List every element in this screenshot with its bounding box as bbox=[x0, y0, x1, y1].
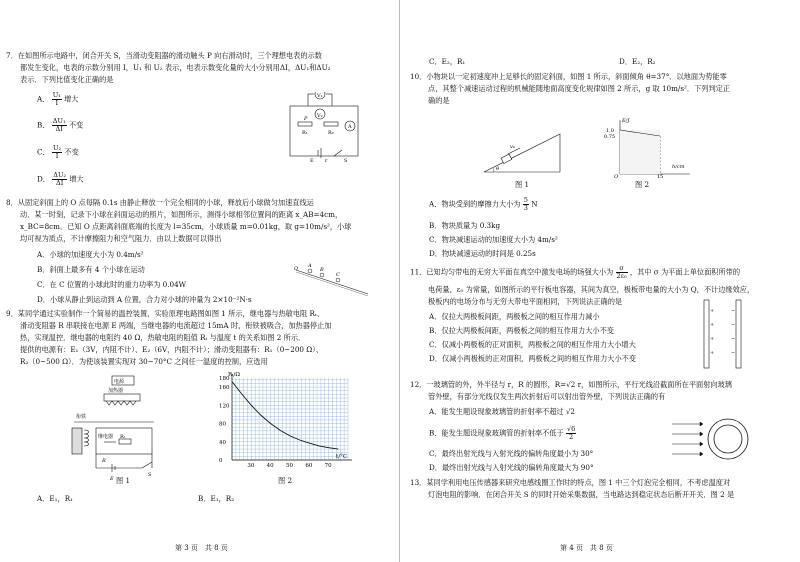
rt-y-tick-label: 160 bbox=[219, 385, 230, 392]
q10-fig2-caption: 图 2 bbox=[635, 180, 650, 189]
q9-option-b: B．E₁，R₂ bbox=[198, 494, 235, 503]
q7-label-v1: V₁ bbox=[317, 93, 323, 99]
q10-option-b: B．物块质量为 0.3kg bbox=[429, 221, 501, 230]
q8-stem-line4: 均可视为质点，不计摩擦阻力和空气阻力．由以上数据可以得出 bbox=[20, 234, 222, 243]
q10-fig1-label-v0: v₀ bbox=[510, 144, 515, 150]
q12-option-a: A．能发生题设现象玻璃管的折射率不超过 √2 bbox=[429, 407, 576, 416]
q9-stem-line1: 9．某同学通过实验制作一个简易的温控装置，实验原理电路图如图 1 所示，继电器与热敏电阻 Rₜ、 bbox=[6, 309, 324, 318]
q9-fig1-label-armature: 衔铁 bbox=[76, 414, 87, 420]
q9-fig1-label-rt: Rₜ bbox=[120, 434, 125, 440]
q10-option-c: C．物块减速运动的加速度大小为 4m/s² bbox=[429, 235, 558, 244]
q7-stem-line1: 7．在如图所示电路中，闭合开关 S，当滑动变阻器的滑动触头 P 向右滑动时，三个理想电表的示数 bbox=[6, 51, 322, 60]
q12-option-b: B．能发生题设现象玻璃管的折射率不低于 $\frac{√6}{2}$ bbox=[429, 425, 576, 441]
rt-x-tick-label: 50 bbox=[286, 463, 293, 469]
q7-circuit-diagram bbox=[288, 92, 368, 164]
q10-energy-height-graph bbox=[600, 116, 694, 178]
q11-stem-line2: 电荷量，ε₀ 为常量，如图所示的平行板电容器，其间为真空，极板带电量的大小为 Q，不计边缘效应， bbox=[428, 285, 755, 294]
rt-chart-ylabel: Rₜ/Ω bbox=[228, 372, 240, 378]
q7-label-p: P bbox=[304, 116, 308, 122]
q11-minus-sign: − bbox=[731, 350, 736, 356]
q9-relay-circuit-diagram bbox=[64, 372, 192, 490]
q8-label-a: A bbox=[308, 263, 312, 269]
page-3-footer: 第 3 页 共 8 页 bbox=[175, 544, 228, 552]
q12-glass-tube-diagram bbox=[670, 408, 752, 470]
q9-stem-line3: 热，实现温控．继电器的电阻约 40 Ω，热敏电阻的阻值 Rₜ 与温度 t 的关系如图 2 所示． bbox=[20, 333, 306, 342]
q9-fig1-label-power: 电源 bbox=[114, 379, 125, 385]
q9-stem-line5: R₂（0~500 Ω）．为使该装置实现对 30~70°C 之间任一温度的控制，应选用 bbox=[20, 357, 268, 366]
q7-label-e: E bbox=[310, 158, 314, 164]
q10-stem-line3: 确的是 bbox=[428, 96, 450, 105]
q10-fig2-label-0-75: 0.75 bbox=[604, 134, 616, 140]
q10-fig2-label-1-0: 1.0 bbox=[606, 128, 614, 134]
rt-x-tick-label: 40 bbox=[266, 463, 274, 469]
q11-stem-line1: 11．已知均匀带电的无穷大平面在真空中激发电场的场强大小为 $\frac{\sigma}{\text{2ε₀}}$ ，其中 σ 为平面上单位面积所带的 bbox=[410, 264, 741, 280]
q11-plus-sign: + bbox=[710, 336, 715, 342]
rt-y-tick-label: 40 bbox=[219, 439, 226, 446]
q7-label-a: A bbox=[348, 124, 352, 130]
page-4 bbox=[400, 0, 800, 562]
q13-stem-line1: 13．某同学利用电压传感器来研究电感线圈工作时的特点，图 1 中三个灯泡完全相同，不考虑温度对 bbox=[410, 478, 731, 487]
q9-stem-line2: 滑动变阻器 R 串联接在电源 E 两端，当继电器的电流超过 15mA 时，衔铁被吸合，加热器停止加 bbox=[20, 321, 332, 330]
q11-option-c: C．仅减小两极板的正对面积，两极板之间的相互作用力大小增大 bbox=[429, 340, 636, 349]
rt-x-tick-label: 30 bbox=[247, 463, 255, 469]
q10-fig1-label-theta: θ bbox=[496, 166, 500, 172]
rt-x-tick-label: 70 bbox=[324, 463, 332, 469]
q12-stem-line1: 12．一玻璃管的外，外半径与 r，R 的圆形，R=√2 r，如图所示，平行光线沿截面所在平面射向玻璃 bbox=[410, 380, 732, 389]
q7-option-a: A． $\frac{\text{U₁}}{I}$ 增大 bbox=[37, 91, 79, 107]
q8-stem-line1: 8．从固定斜面上的 O 点每隔 0.1s 由静止释放一个完全相同的小球，释放后小球做匀加速直线运 bbox=[6, 198, 314, 207]
q10-fig2-label-15: 15 bbox=[657, 174, 664, 178]
q7-option-d: D． $\frac{\text{ΔU₂}}{\Delta I}$ 增大 bbox=[37, 171, 84, 187]
q7-label-r: r bbox=[325, 158, 328, 164]
q8-stem-line3: x_BC=8cm．已知 O 点距离斜面底端的长度为 l=35cm，小球质量 m=0.01kg，取 g=10m/s²，小球 bbox=[20, 222, 352, 231]
q9-rt-temperature-chart bbox=[208, 368, 356, 480]
q12-stem-line2: 管外壁，有部分光线仅发生两次折射后可以射出管外壁，下列说法正确的有 bbox=[428, 392, 666, 401]
q8-label-c: C bbox=[336, 272, 340, 278]
q9-stem-line4: 提供的电源有：E₁（3V，内阻不计）、E₂（6V，内阻不计）；滑动变阻器有：R₁（0~200 Ω）、 bbox=[20, 345, 324, 354]
q7-option-c: C． $\frac{\text{U₂}}{I}$ 不变 bbox=[37, 144, 79, 160]
rt-y-tick-label: 0 bbox=[219, 458, 223, 464]
q13-stem-line2: 灯泡电阻的影响．在闭合开关 S 的同时开始采集数据，当电路达到稳定状态后断开开关．图 2 是 bbox=[428, 490, 735, 499]
q9-option-d: D．E₂，R₂ bbox=[619, 57, 656, 66]
rt-y-tick-label: 120 bbox=[219, 403, 230, 410]
q8-option-b: B．斜面上最多有 4 个小球在运动 bbox=[37, 265, 145, 274]
q11-stem-line3: 极板内的电场分布与无穷大带电平面相同，下列说法正确的是 bbox=[428, 297, 623, 306]
q7-label-s: S bbox=[344, 158, 348, 164]
q10-incline-diagram bbox=[480, 128, 564, 178]
q11-plus-sign: + bbox=[710, 350, 715, 356]
q11-minus-sign: − bbox=[731, 308, 736, 314]
rt-y-tick-label: 80 bbox=[219, 421, 226, 428]
q9-option-a: A．E₁，R₁ bbox=[37, 494, 73, 503]
q10-fig2-label-ej: E/J bbox=[622, 118, 630, 124]
q11-plus-sign: + bbox=[710, 308, 715, 314]
rt-curve-line bbox=[232, 382, 338, 450]
q7-option-b: B． $\frac{\text{ΔU₁}}{\Delta I}$ 不变 bbox=[37, 117, 84, 133]
q8-label-b: B bbox=[320, 267, 324, 273]
q8-option-a: A．小球的加速度大小为 0.4m/s² bbox=[37, 250, 144, 259]
q9-fig1-label-e: E bbox=[110, 476, 114, 482]
q10-fig2-label-o: O bbox=[614, 174, 619, 178]
q8-option-d: D．小球从静止到运动到 A 位置，合力对小球的冲量为 2×10⁻²N·s bbox=[37, 295, 252, 304]
q11-minus-sign: − bbox=[731, 336, 736, 342]
q8-stem-line2: 动．某一时刻，记录下小球在斜面运动的照片，如图所示，测得小球相邻位置间的距离 x_AB=4cm， bbox=[20, 210, 343, 219]
q9-fig1-caption: 图 1 bbox=[116, 476, 131, 485]
q7-label-r2: R₂ bbox=[328, 130, 334, 136]
q9-fig2-caption: 图 2 bbox=[278, 476, 293, 485]
q10-stem-line2: 点，其整个减速运动过程的机械能随地面高度变化规律如图 2 所示，g 取 10m/s²．下列判定正 bbox=[428, 84, 731, 93]
rt-chart-xlabel: t/°C bbox=[336, 454, 348, 460]
q10-fig2-label-hcm: h/cm bbox=[672, 164, 685, 170]
q9-option-c: C．E₂，R₁ bbox=[429, 57, 466, 66]
q11-option-d: D．仅减小两极板的正对面积，两极板之间的相互作用力大小不变 bbox=[429, 354, 637, 363]
q10-option-a: A．物块受到的摩擦力大小为 $\frac{5}{3}$ N bbox=[429, 196, 538, 212]
q9-fig1-label-s: S bbox=[148, 472, 152, 478]
q7-stem-line2: 都发生变化，电表的示数分别用 I，U₁ 和 U₂ 表示，电表示数变化量的大小分别用ΔI，ΔU₁和ΔU₂ bbox=[20, 63, 331, 72]
q10-option-d: D．物块减速运动的时间是 0.25s bbox=[429, 249, 536, 258]
q11-capacitor-diagram bbox=[696, 298, 752, 372]
q10-fig1-caption: 图 1 bbox=[515, 180, 530, 189]
q10-stem-line1: 10．小物块以一定初速度冲上足够长的固定斜面，如图 1 所示，斜面倾角 θ=37°．以地面为势能零 bbox=[410, 72, 727, 81]
q8-label-o: O bbox=[294, 266, 299, 272]
q12-option-c: C．最终出射光线与入射光线的偏转角度最小为 30° bbox=[429, 449, 594, 458]
q8-incline-diagram bbox=[292, 262, 372, 298]
q11-plus-sign: + bbox=[710, 322, 715, 328]
page-4-footer: 第 4 页 共 8 页 bbox=[560, 544, 613, 552]
rt-x-tick-label: 60 bbox=[305, 463, 313, 469]
q11-option-a: A．仅拉大两极板间距，两极板之间的相互作用力减小 bbox=[429, 312, 600, 321]
rt-y-tick-label: 180 bbox=[219, 376, 230, 382]
q11-minus-sign: − bbox=[731, 322, 736, 328]
q7-label-r1: R₁ bbox=[302, 130, 308, 136]
q9-fig1-label-relay: 继电器 bbox=[98, 434, 114, 440]
q7-stem-line3: 表示．下列比值变化正确的是 bbox=[20, 75, 114, 84]
q7-label-v2: V₂ bbox=[317, 113, 323, 119]
q9-fig1-label-heater: 加热器 bbox=[108, 388, 124, 394]
q12-option-d: D．最终出射光线与入射光线的偏转角度最大为 90° bbox=[429, 463, 594, 472]
q8-option-c: C．在 C 位置的小球此时的重力功率为 0.04W bbox=[37, 280, 187, 289]
q9-fig1-label-r: R bbox=[102, 458, 106, 464]
q11-option-b: B．仅拉大两极板间距，两极板之间的相互作用力大小不变 bbox=[429, 326, 614, 335]
